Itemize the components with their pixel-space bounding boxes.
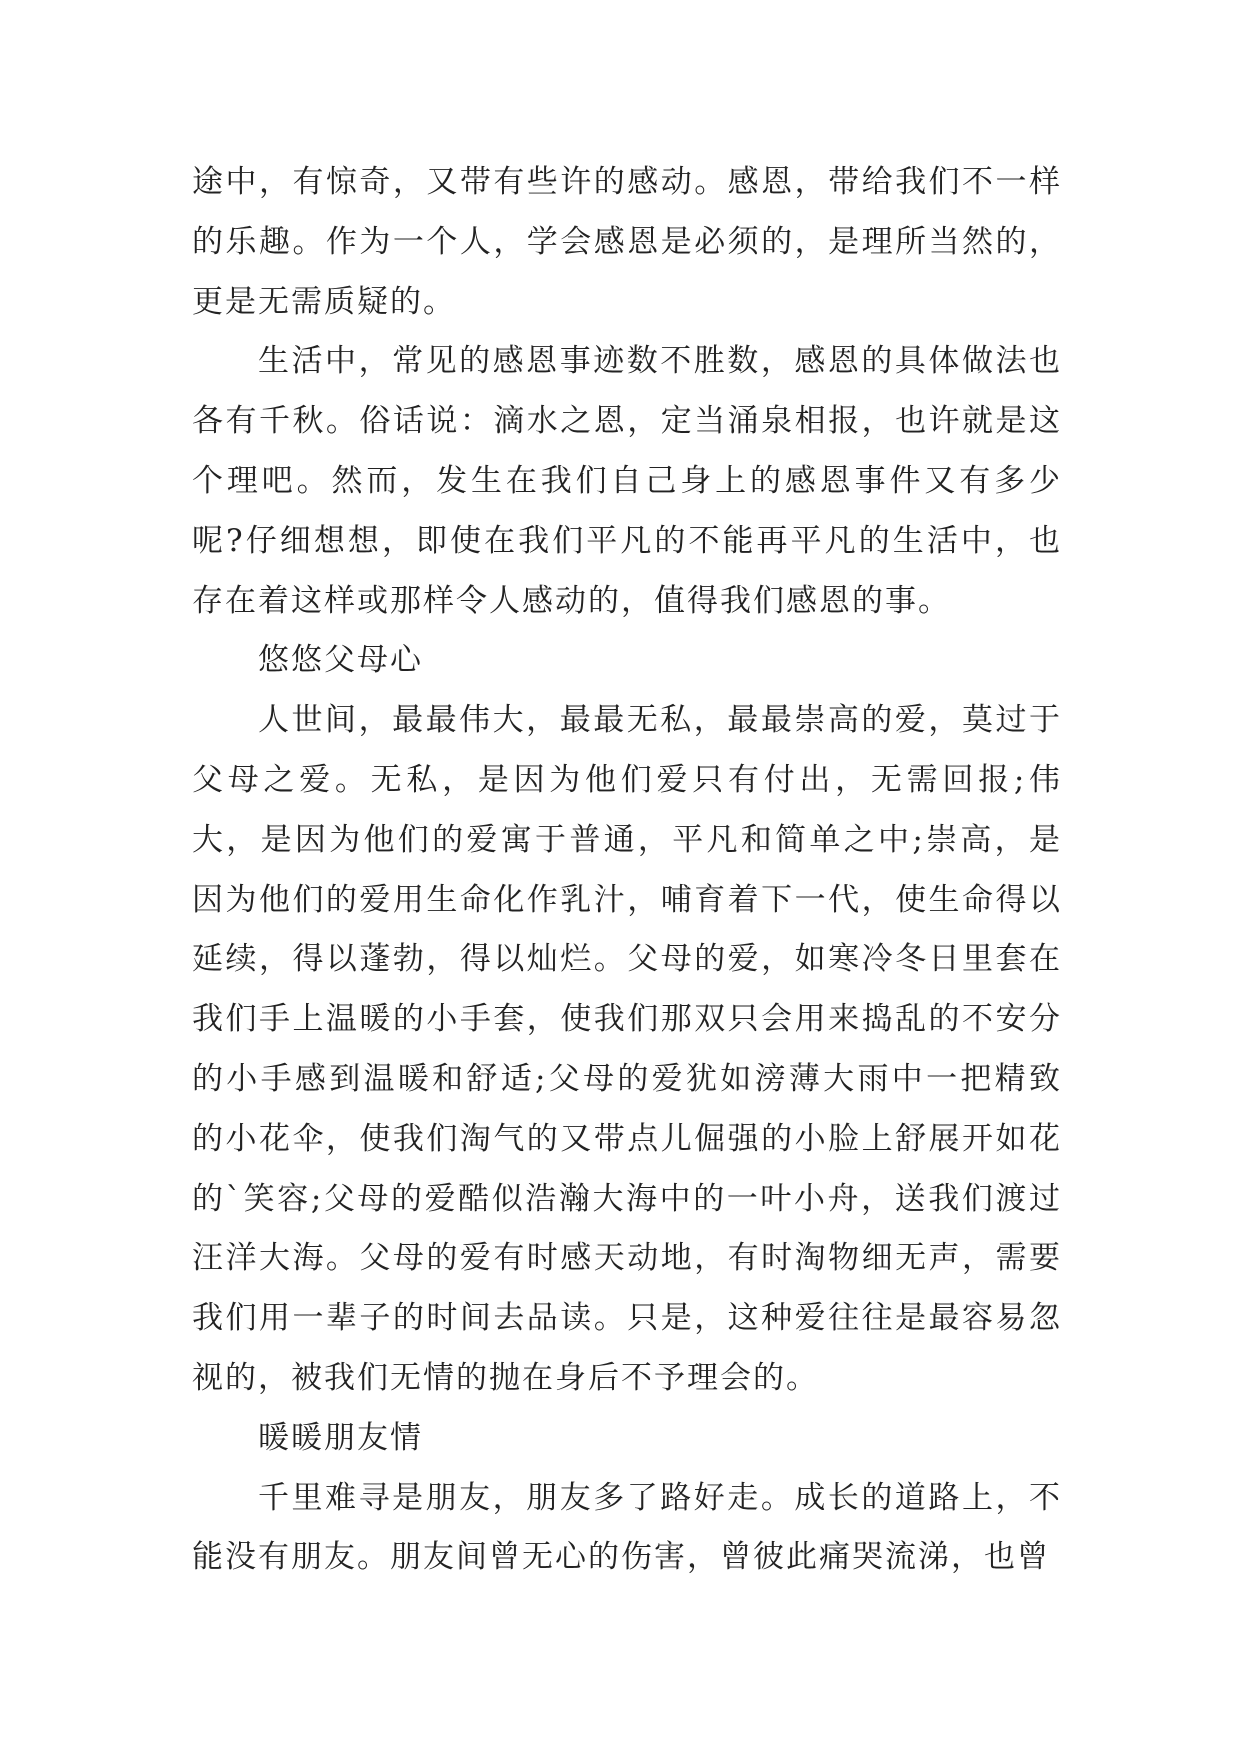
section-heading-parents: 悠悠父母心	[258, 642, 423, 679]
paragraph-parents-love: 人世间，最最伟大，最最无私，最最崇高的爱，莫过于父母之爱。无私，是因为他们爱只有付出，无需回报;伟大，是因为他们的爱寓于普通，平凡和简单之中;崇高，是因为他们的爱用生命化作乳汁，哺育着下一代，使生命得以延续，得以蓬勃，得以灿烂。父母的爱，如寒冷冬日里套在我们手上温暖的小手套，使我们那双只会用来捣乱的不安分的小手感到温暖和舒适;父母的爱犹如滂薄大雨中一把精致的小花伞，使我们淘气的又带点儿倔强的小脸上舒展开如花的`笑容;父母的爱酷似浩瀚大海中的一叶小舟，送我们渡过汪洋大海。父母的爱有时感天动地，有时淘物细无声，需要我们用一辈子的时间去品读。只是，这种爱往往是最容易忽视的，被我们无情的抛在身后不予理会的。	[192, 702, 1062, 1396]
paragraph-continuation: 途中，有惊奇，又带有些许的感动。感恩，带给我们不一样的乐趣。作为一个人，学会感恩是必须的，是理所当然的，更是无需质疑的。	[192, 164, 1062, 320]
document-page	[192, 153, 1062, 1588]
paragraph-friendship: 千里难寻是朋友，朋友多了路好走。成长的道路上，不能没有朋友。朋友间曾无心的伤害，曾彼此痛哭流涕，也曾	[192, 1479, 1062, 1576]
paragraph-gratitude-life: 生活中，常见的感恩事迹数不胜数，感恩的具体做法也各有千秋。俗话说：滴水之恩，定当涌泉相报，也许就是这个理吧。然而，发生在我们自己身上的感恩事件又有多少呢?仔细想想，即使在我们平凡的不能再平凡的生活中，也存在着这样或那样令人感动的，值得我们感恩的事。	[192, 343, 1062, 619]
section-heading-friends: 暖暖朋友情	[258, 1419, 423, 1456]
